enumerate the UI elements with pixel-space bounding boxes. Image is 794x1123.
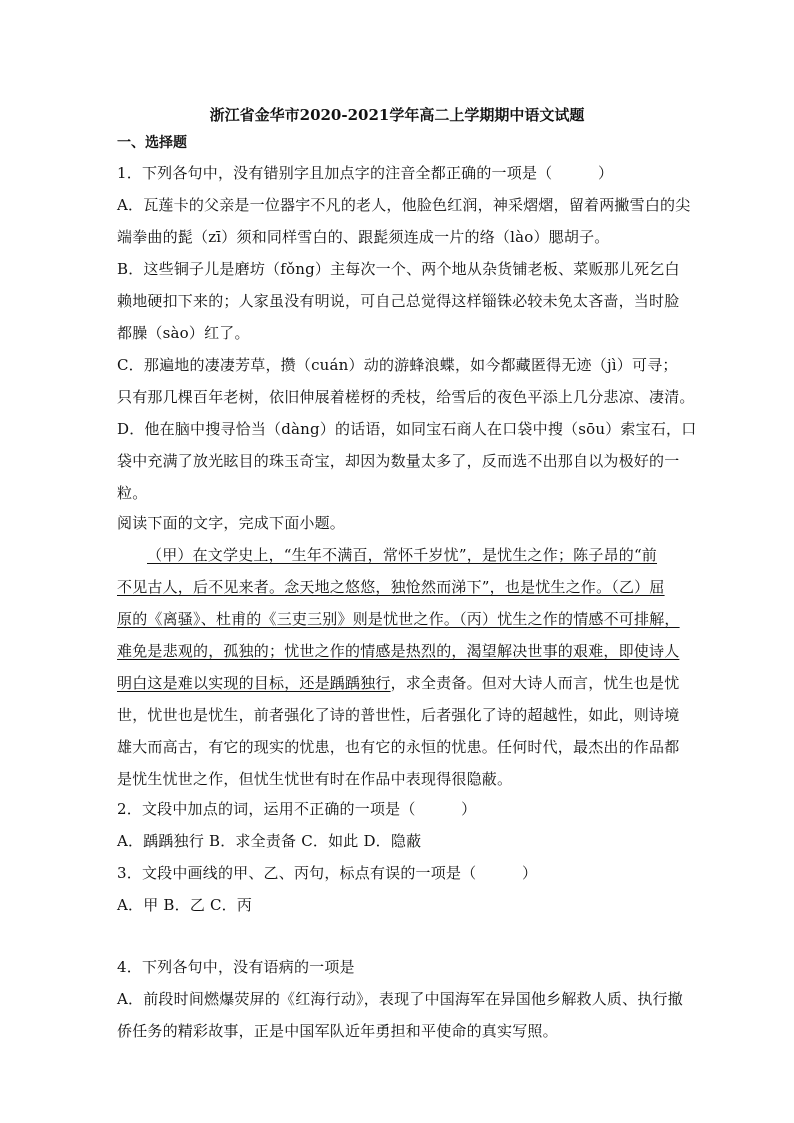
- passage-line-5: [117, 672, 679, 694]
- passage-line-7: 雄大而高古，有它的现实的忧患，也有它的永恒的忧患。任何时代，最杰出的作品都: [117, 738, 680, 756]
- passage-line-5-underlined: 明白这是难以实现的目标，还是踽踽独行: [117, 674, 391, 692]
- passage-line-8: 是忧生忧世之作，但忧生忧世有时在作品中表现得很隐蔽。: [117, 770, 513, 788]
- q1-option-a-line1: A．瓦莲卡的父亲是一位器宇不凡的老人，他脸色红润，神采熠熠，留着两撇雪白的尖: [117, 196, 691, 214]
- q1-option-a-line2: 端拳曲的髭（zī）须和同样雪白的、跟髭须连成一片的络（lào）腮胡子。: [117, 228, 610, 246]
- passage-line-5-rest: ，求全责备。但对大诗人而言，忧生也是忧: [390, 674, 680, 692]
- exam-title: 浙江省金华市2020-2021学年高二上学期期中语文试题: [209, 106, 585, 124]
- passage-line-2: 不见古人，后不见来者。念天地之悠悠，独怆然而涕下”，也是忧生之作。（乙）屈: [117, 578, 665, 596]
- passage-line-6: 世，忧世也是忧生，前者强化了诗的普世性，后者强化了诗的超越性，如此，则诗境: [117, 706, 680, 724]
- section-heading: 一、选择题: [117, 135, 187, 151]
- q4-option-a-line2: 侨任务的精彩故事，正是中国军队近年勇担和平使命的真实写照。: [117, 1022, 558, 1040]
- passage-line-3: 原的《离骚》、杜甫的《三吏三别》则是忧世之作。（丙）忧生之作的情感不可排解，: [117, 610, 680, 628]
- q1-option-d-line2: 袋中充满了放光眩目的珠玉奇宝，却因为数量太多了，反而选不出那自以为极好的一: [117, 452, 680, 470]
- q1-option-c-line1: C．那遍地的凄凄芳草，攒（cuán）动的游蜂浪蝶，如今都藏匿得无迹（jì）可寻；: [117, 356, 678, 374]
- question-1-stem: 1．下列各句中，没有错别字且加点字的注音全都正确的一项是（ ）: [117, 164, 614, 182]
- q1-option-b-line1: B．这些铜子儿是磨坊（fǒng）主每次一个、两个地从杂货铺老板、菜贩那儿死乞白: [117, 260, 680, 278]
- q1-option-b-line2: 赖地硬扣下来的；人家虽没有明说，可自己总觉得这样锱铢必较未免太吝啬，当时脸: [117, 292, 680, 310]
- question-4-stem: 4．下列各句中，没有语病的一项是: [117, 958, 355, 976]
- q1-option-d-line1: D．他在脑中搜寻恰当（dàng）的话语，如同宝石商人在口袋中搜（sōu）索宝石，口: [117, 420, 697, 438]
- passage-line-1: （甲）在文学史上，“生年不满百，常怀千岁忧”，是忧生之作；陈子昂的“前: [147, 546, 658, 564]
- question-2-options: A．踽踽独行 B．求全责备 C．如此 D．隐蔽: [117, 832, 422, 850]
- question-3-stem: 3．文段中画线的甲、乙、丙句，标点有误的一项是（ ）: [117, 864, 538, 882]
- passage-line-4: 难免是悲观的，孤独的；忧世之作的情感是热烈的，渴望解决世事的艰难，即使诗人: [117, 642, 680, 660]
- q1-option-d-line3: 粒。: [117, 484, 148, 502]
- question-3-options: A．甲 B．乙 C．丙: [117, 896, 253, 914]
- q1-option-c-line2: 只有那几棵百年老树，依旧伸展着槎枒的秃枝，给雪后的夜色平添上几分悲凉、凄清。: [117, 388, 695, 406]
- reading-intro: 阅读下面的文字，完成下面小题。: [117, 514, 346, 532]
- q1-option-b-line3: 都臊（sào）红了。: [117, 324, 250, 342]
- q4-option-a-line1: A．前段时间燃爆荧屏的《红海行动》，表现了中国海军在异国他乡解救人质、执行撤: [117, 990, 683, 1008]
- question-2-stem: 2．文段中加点的词，运用不正确的一项是（ ）: [117, 800, 477, 818]
